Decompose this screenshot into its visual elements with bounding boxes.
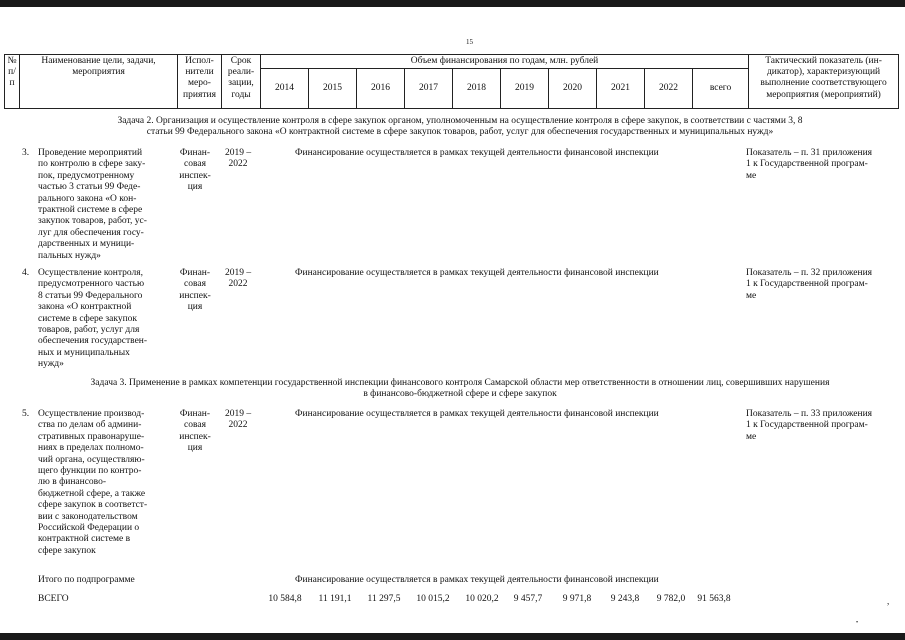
name-line: трактной системе в сфере (38, 204, 143, 215)
total-value-2017: 10 015,2 (416, 594, 450, 604)
indicator-line: Показатель – п. 32 приложения (746, 268, 873, 278)
total-value-2020: 9 971,8 (562, 594, 592, 604)
header-year: 2022 (645, 69, 693, 109)
subtotal-funding-note: Финансирование осуществляется в рамках текущей деятельности финансовой инспекции (295, 575, 659, 585)
name-line: стративных правонаруше- (38, 431, 145, 442)
name-line: пальных нужд» (38, 250, 101, 261)
task-3-heading (20, 378, 900, 401)
executor-line: совая (184, 279, 206, 290)
name-line: сфере закупок в соответст- (38, 500, 148, 511)
executor-line: ция (187, 182, 203, 193)
name-line: луг для обеспечения госу- (38, 227, 144, 238)
task-2-line: Задача 2. Организация и осуществление контроля в сфере закупок органом, уполномоченным на осуществление контроля в сфере закупок, в соответствии с частями 3, 8 (117, 116, 803, 126)
header-col-term: Срок реали-зации, годы (222, 55, 261, 109)
header-year: 2016 (357, 69, 405, 109)
funding-note: Финансирование осуществляется в рамках текущей деятельности финансовой инспекции (295, 148, 659, 158)
term-line: 2022 (228, 159, 248, 170)
measure-name (38, 148, 166, 262)
executor-line: совая (184, 420, 206, 431)
total-value-2016: 11 297,5 (367, 594, 401, 604)
executor (174, 148, 216, 194)
total-value-2015: 11 191,1 (318, 594, 352, 604)
header-year: 2021 (597, 69, 645, 109)
name-line: сфере закупок (38, 545, 96, 556)
total-value-2019: 9 457,7 (513, 594, 543, 604)
row-number: 3. (22, 148, 30, 158)
task-2-heading (20, 116, 900, 139)
task-2-line: статьи 99 Федерального закона «О контрактной системе в сфере закупок товаров, работ, услуг для обеспечения государственных и муниципальных нужд» (146, 127, 774, 138)
name-line: Проведение мероприятий (38, 148, 143, 158)
name-line: частью 3 статьи 99 Феде- (38, 182, 141, 193)
name-line: контрактной системе в (38, 534, 131, 545)
page-number: 15 (466, 38, 473, 46)
total-value-2014: 10 584,8 (268, 594, 302, 604)
executor-line: ция (187, 443, 203, 454)
executor-line: инспек- (179, 431, 211, 442)
task-3-line: Задача 3. Применение в рамках компетенции государственной инспекции финансового контроля Самарской области мер ответственности в отношении лиц, совершивших нарушения (90, 378, 830, 388)
measure-name (38, 268, 166, 371)
header-col-num: № п/п (5, 55, 20, 109)
name-line: товаров, работ, услуг для (38, 324, 140, 335)
executor-line: ция (187, 302, 203, 313)
executor-line: инспек- (179, 170, 211, 181)
scan-mark: , (887, 596, 890, 606)
total-value-all: 91 563,8 (697, 594, 731, 604)
name-line: чий органа, осуществляю- (38, 454, 145, 465)
name-line: вии с законодательством (38, 511, 138, 522)
indicator (746, 268, 898, 302)
total-value-2018: 10 020,2 (465, 594, 499, 604)
scan-border-top (0, 0, 905, 7)
name-line: бюджетной сфере, а также (38, 488, 146, 499)
name-line: по контролю в сфере заку- (38, 159, 146, 170)
indicator-line: Показатель – п. 33 приложения (746, 409, 873, 419)
header-col-indicator: Тактический показатель (ин-дикатор), характеризующий выполнение соответствующего мероприятия (мероприятий) (749, 55, 899, 109)
indicator-line: 1 к Государственной програм- (746, 159, 868, 170)
name-line: лю в финансово- (38, 477, 106, 488)
scan-mark: • (856, 620, 859, 626)
header-year-total: всего (693, 69, 749, 109)
name-line: рального закона «О кон- (38, 193, 137, 204)
executor-line: инспек- (179, 290, 211, 301)
term (218, 268, 258, 291)
term-line: 2019 – (224, 409, 252, 419)
header-col-exec: Испол-нители меро-приятия (178, 55, 222, 109)
term (218, 409, 258, 432)
name-line: Осуществление контроля, (38, 268, 144, 278)
task-3-line: в финансово-бюджетной сфере и сфере закупок (363, 389, 557, 400)
name-line: щего функции по контро- (38, 465, 142, 476)
header-table (4, 54, 899, 109)
indicator-line: 1 к Государственной програм- (746, 420, 868, 431)
indicator (746, 409, 898, 443)
row-number: 5. (22, 409, 30, 419)
name-line: Осуществление производ- (38, 409, 145, 419)
header-year: 2017 (405, 69, 453, 109)
name-line: дарственных и муници- (38, 239, 135, 250)
header-year: 2019 (501, 69, 549, 109)
row-number: 4. (22, 268, 30, 278)
name-line: нужд» (38, 359, 64, 370)
header-year: 2020 (549, 69, 597, 109)
header-year: 2015 (309, 69, 357, 109)
funding-note: Финансирование осуществляется в рамках текущей деятельности финансовой инспекции (295, 409, 659, 419)
executor-line: совая (184, 159, 206, 170)
term-line: 2019 – (224, 148, 252, 158)
scan-border-bottom (0, 633, 905, 640)
indicator-line: ме (746, 170, 757, 181)
subtotal-label: Итого по подпрограмме (38, 575, 135, 585)
total-value-2021: 9 243,8 (610, 594, 640, 604)
term-line: 2022 (228, 420, 248, 431)
name-line: ства по делам об админи- (38, 420, 142, 431)
executor (174, 268, 216, 314)
header-col-funding: Объем финансирования по годам, млн. рублей (261, 55, 749, 69)
indicator-line: ме (746, 290, 757, 301)
total-label: ВСЕГО (38, 594, 69, 604)
name-line: Российской Федерации о (38, 522, 140, 533)
term (218, 148, 258, 171)
name-line: предусмотренного частью (38, 279, 145, 290)
measure-name (38, 409, 166, 557)
header-year: 2018 (453, 69, 501, 109)
name-line: обеспечения государствен- (38, 336, 148, 347)
header-year: 2014 (261, 69, 309, 109)
indicator (746, 148, 898, 182)
name-line: закона «О контрактной (38, 302, 132, 313)
indicator-line: Показатель – п. 31 приложения (746, 148, 873, 158)
executor-line: Финан- (179, 148, 211, 158)
indicator-line: 1 к Государственной програм- (746, 279, 868, 290)
indicator-line: ме (746, 431, 757, 442)
funding-note: Финансирование осуществляется в рамках текущей деятельности финансовой инспекции (295, 268, 659, 278)
executor-line: Финан- (179, 409, 211, 419)
term-line: 2022 (228, 279, 248, 290)
name-line: ных и муниципальных (38, 347, 130, 358)
header-col-name: Наименование цели, задачи, мероприятия (20, 55, 178, 109)
name-line: ниях в пределах полномо- (38, 443, 144, 454)
name-line: пок, предусмотренному (38, 170, 135, 181)
executor (174, 409, 216, 455)
name-line: 8 статьи 99 Федерального (38, 290, 143, 301)
total-value-2022: 9 782,0 (656, 594, 686, 604)
name-line: системе в сфере закупок (38, 313, 138, 324)
term-line: 2019 – (224, 268, 252, 278)
executor-line: Финан- (179, 268, 211, 278)
name-line: закупок товаров, работ, ус- (38, 216, 147, 227)
